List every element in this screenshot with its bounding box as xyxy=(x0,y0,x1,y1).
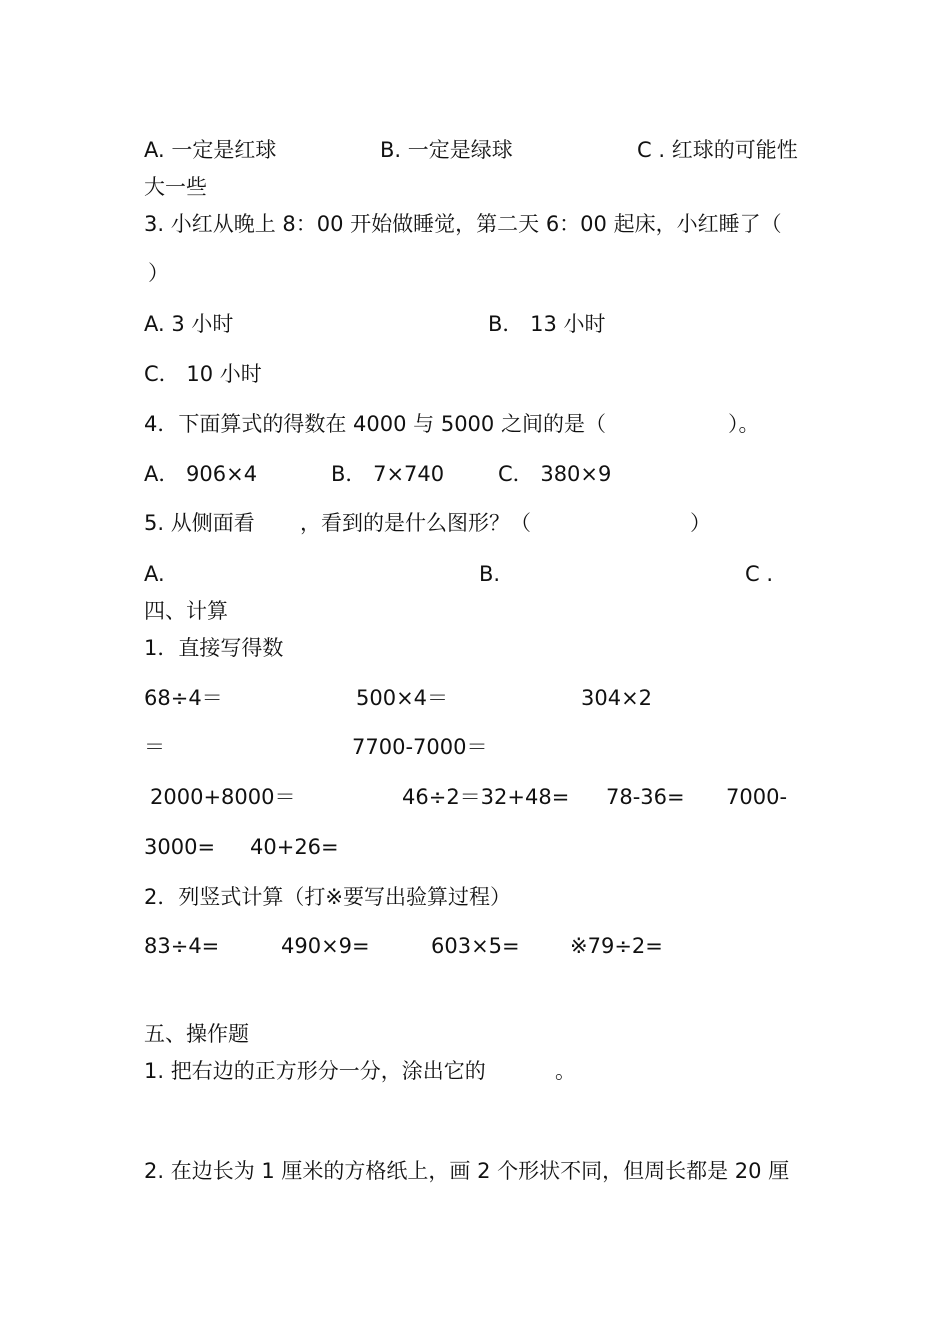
vertical-calc-item: 603×5= xyxy=(431,934,520,958)
q5-option-b: B. xyxy=(479,562,501,586)
section4-heading: 四、计算 xyxy=(144,599,228,623)
calc-item: 500×4＝ xyxy=(356,686,449,710)
q4-stem-end: ）。 xyxy=(728,412,760,436)
calc-item: 7000- xyxy=(726,785,788,809)
section5-heading: 五、操作题 xyxy=(144,1022,249,1046)
q2-option-c-continued: 大一些 xyxy=(144,175,207,199)
calc-item: 7700-7000＝ xyxy=(352,735,488,759)
q4-option-b: B． 7×740 xyxy=(331,462,445,486)
q3-option-c: C． 10 小时 xyxy=(144,362,262,386)
vertical-calc-item: 490×9= xyxy=(281,934,370,958)
section4-sub2: 2．列竖式计算（打※要写出验算过程） xyxy=(144,885,511,909)
vertical-calc-item: ※79÷2= xyxy=(570,934,663,958)
q4-stem: 4．下面算式的得数在 4000 与 5000 之间的是（ xyxy=(144,412,606,436)
q4-option-c: C． 380×9 xyxy=(498,462,612,486)
q2-option-a: A. 一定是红球 xyxy=(144,138,277,162)
q3-option-a: A. 3 小时 xyxy=(144,312,234,336)
calc-item: 2000+8000＝ xyxy=(150,785,296,809)
q5-stem-mid: ，看到的是什么图形？（ xyxy=(300,511,531,535)
calc-item: 78-36= xyxy=(606,785,685,809)
section5-q2: 2. 在边长为 1 厘米的方格纸上，画 2 个形状不同，但周长都是 20 厘 xyxy=(144,1159,790,1183)
q3-stem: 3. 小红从晚上 8：00 开始做睡觉，第二天 6：00 起床，小红睡了（ xyxy=(144,212,782,236)
calc-item: ＝ xyxy=(144,735,165,759)
calc-item: 40+26= xyxy=(250,835,339,859)
q5-stem-end: ） xyxy=(690,511,711,535)
section4-sub1: 1．直接写得数 xyxy=(144,636,284,660)
q3-option-b: B． 13 小时 xyxy=(488,312,606,336)
q5-option-a: A. xyxy=(144,562,165,586)
calc-item: 304×2 xyxy=(581,686,653,710)
q4-option-a: A． 906×4 xyxy=(144,462,258,486)
vertical-calc-item: 83÷4= xyxy=(144,934,220,958)
q5-stem: 5. 从侧面看 xyxy=(144,511,255,535)
q5-option-c: C . xyxy=(745,562,774,586)
section5-q1-end: 。 xyxy=(555,1059,576,1083)
calc-item: 68÷4＝ xyxy=(144,686,223,710)
calc-item: 46÷2＝32+48= xyxy=(402,785,570,809)
section5-q1: 1. 把右边的正方形分一分，涂出它的 xyxy=(144,1059,486,1083)
q3-stem-continued: ） xyxy=(148,261,169,285)
q2-option-b: B. 一定是绿球 xyxy=(380,138,513,162)
q2-option-c: C . 红球的可能性 xyxy=(637,138,798,162)
calc-item: 3000= xyxy=(144,835,216,859)
